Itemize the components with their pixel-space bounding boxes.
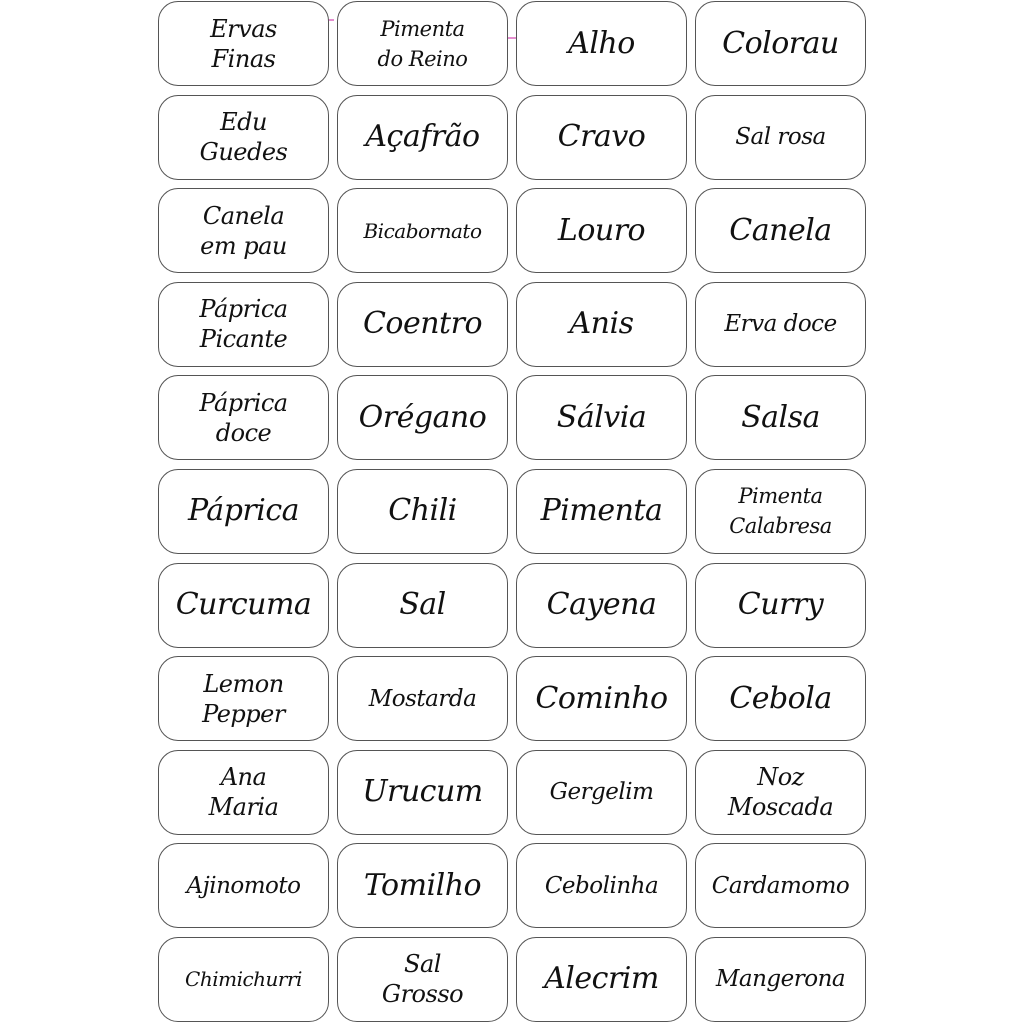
spice-label-text: Salsa [741,399,820,435]
spice-label [695,375,866,460]
spice-label-text: Chimichurri [185,967,302,992]
spice-label-text: Cebolinha [544,872,659,899]
spice-label-text: Noz [757,763,804,792]
spice-label-text: Sal [404,950,441,979]
spice-label-text: Curcuma [175,587,312,623]
spice-label-text: Calabresa [729,514,832,539]
spice-label [337,843,508,928]
spice-label [337,469,508,554]
spice-label [695,95,866,180]
spice-label [516,375,687,460]
spice-label-text: Pepper [202,699,285,728]
spice-label-text: Erva doce [724,311,837,338]
spice-label-text: Cardamomo [711,872,850,899]
spice-label-text: doce [215,418,272,447]
spice-label [695,843,866,928]
spice-label [337,95,508,180]
spice-label [158,1,329,86]
spice-label [695,1,866,86]
spice-label-text: Mangerona [715,966,846,993]
spice-label [516,937,687,1022]
spice-label [516,95,687,180]
spice-label-text: Colorau [722,25,839,61]
spice-label [158,95,329,180]
spice-label [158,188,329,273]
spice-label [695,469,866,554]
spice-label [516,469,687,554]
spice-label-text: Cravo [557,119,646,155]
spice-label [337,563,508,648]
spice-label [695,656,866,741]
spice-label [158,469,329,554]
spice-label-text: Picante [199,325,288,354]
spice-label-text: em pau [200,231,287,260]
spice-label-text: Alecrim [544,961,659,997]
spice-label [158,843,329,928]
spice-label-text: Mostarda [368,685,477,712]
spice-label [516,750,687,835]
spice-label-text: Chili [388,493,457,529]
spice-label-text: Pimenta [738,484,823,509]
spice-label [516,656,687,741]
spice-label [337,937,508,1022]
spice-label-text: Cayena [546,587,657,623]
spice-label-text: Açafrão [365,119,480,155]
spice-label-text: Anis [569,306,634,342]
spice-label-text: do Reino [377,46,468,71]
spice-label-text: Edu [220,108,267,137]
spice-label [158,282,329,367]
spice-label-text: Lemon [203,669,284,698]
spice-label-text: Grosso [381,980,464,1009]
spice-label-text: Cominho [535,680,668,716]
spice-label-text: Tomilho [363,867,482,903]
spice-label [516,843,687,928]
spice-label-text: Ajinomoto [186,872,301,899]
spice-label [695,563,866,648]
spice-label-text: Páprica [187,493,300,529]
label-sheet [158,1,868,1022]
spice-label-text: Ana [220,763,267,792]
spice-label [158,375,329,460]
spice-label [158,937,329,1022]
spice-label [337,656,508,741]
spice-label [158,563,329,648]
spice-label-text: Moscada [727,793,834,822]
spice-label [337,188,508,273]
spice-label-text: Páprica [199,388,288,417]
spice-label-text: Canela [729,212,832,248]
spice-label-text: Finas [211,44,276,73]
spice-label-text: Gergelim [549,779,654,806]
spice-label [516,188,687,273]
spice-label [337,375,508,460]
spice-label-text: Ervas [210,14,277,43]
spice-label [337,750,508,835]
spice-label [337,282,508,367]
spice-label-text: Urucum [362,774,483,810]
spice-label [337,1,508,86]
spice-label [516,1,687,86]
spice-label-text: Guedes [199,138,288,167]
spice-label [516,282,687,367]
spice-label-text: Curry [737,587,824,623]
spice-label-text: Cebola [729,680,832,716]
spice-label-text: Maria [208,793,279,822]
spice-label [158,656,329,741]
spice-label-text: Alho [568,25,635,61]
spice-label [158,750,329,835]
spice-label-text: Sálvia [556,399,647,435]
spice-label-text: Louro [557,212,646,248]
spice-label-text: Pimenta [380,16,465,41]
spice-label-text: Canela [202,201,285,230]
spice-label-text: Sal [399,587,446,623]
spice-label [516,563,687,648]
spice-label-text: Pimenta [540,493,663,529]
spice-label [695,750,866,835]
spice-label-text: Orégano [358,399,487,435]
spice-label [695,282,866,367]
spice-label-text: Coentro [362,306,483,342]
spice-label [695,188,866,273]
spice-label [695,937,866,1022]
spice-label-text: Páprica [199,295,288,324]
spice-label-text: Bicabornato [363,218,482,243]
spice-label-text: Sal rosa [735,124,826,151]
